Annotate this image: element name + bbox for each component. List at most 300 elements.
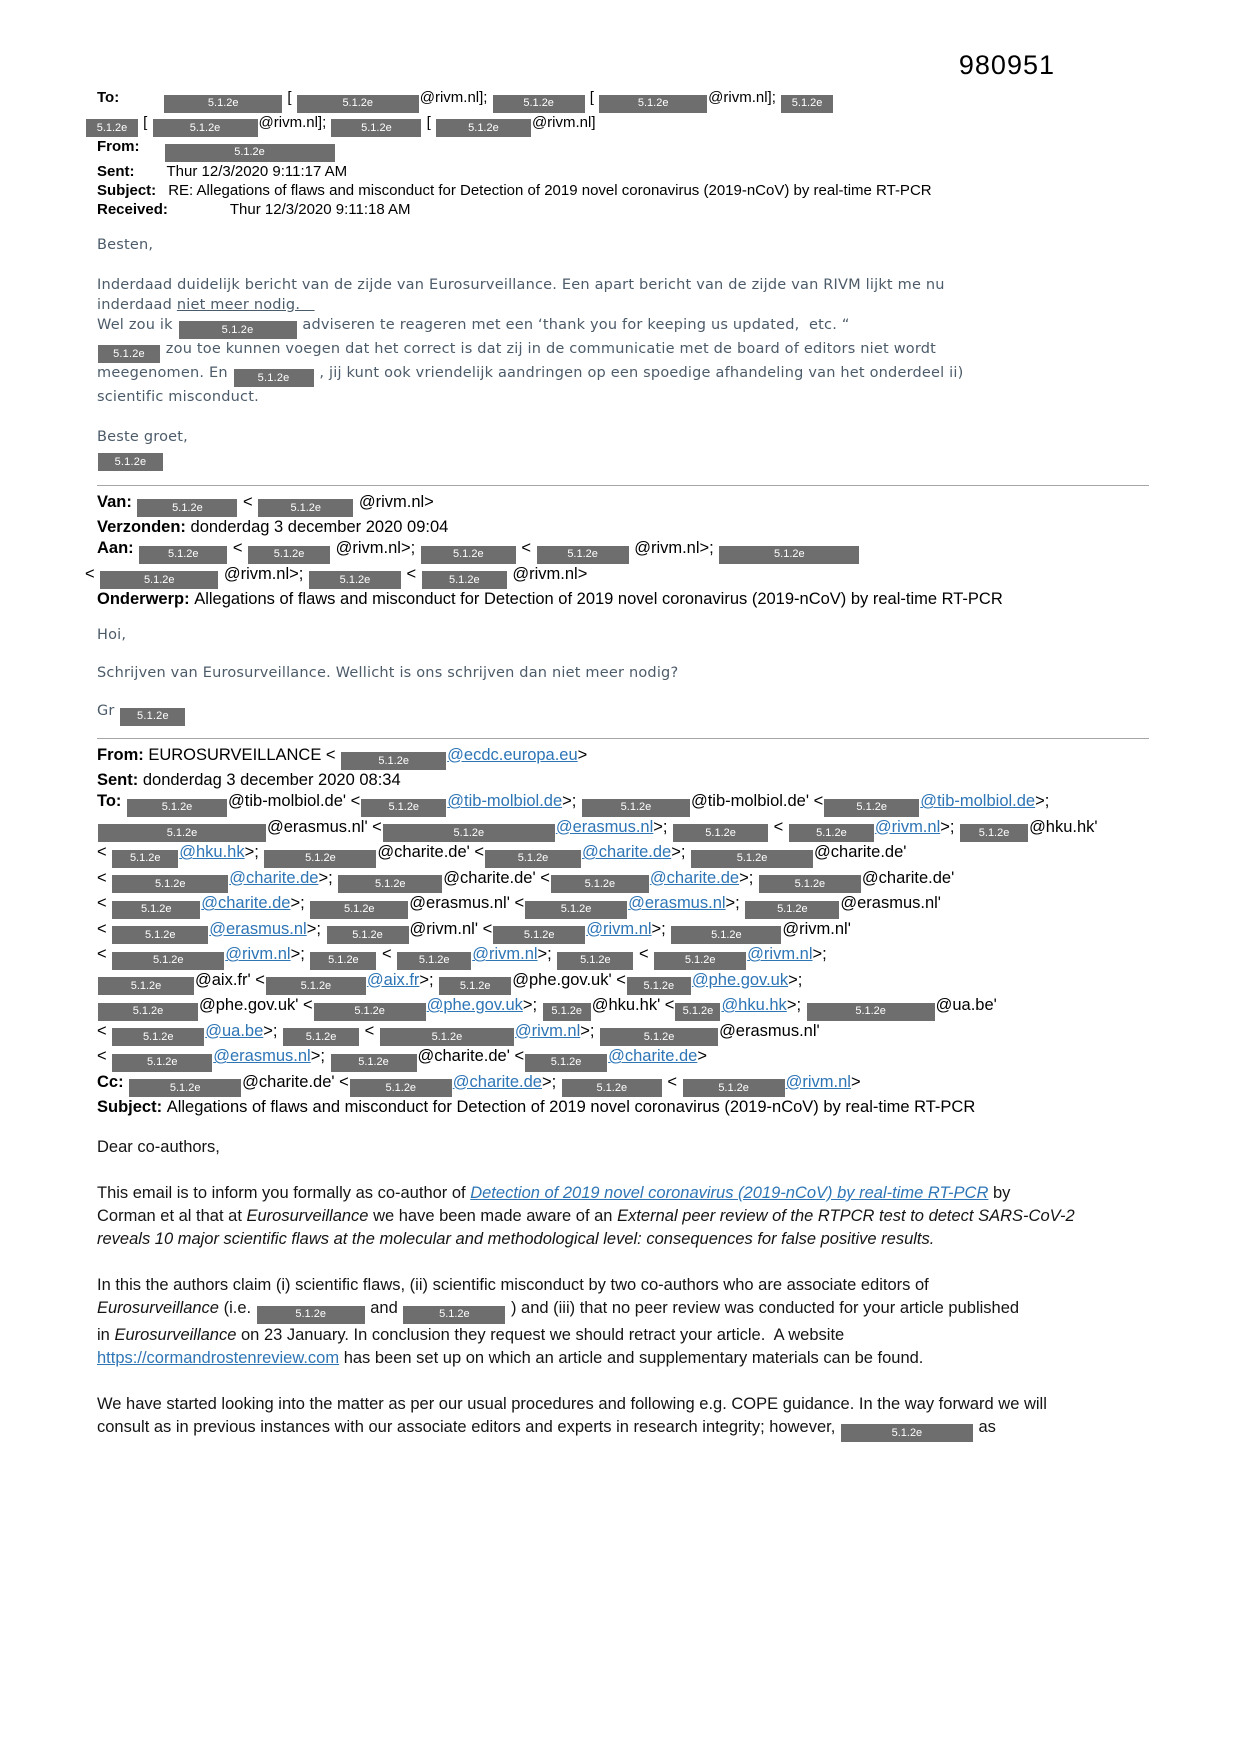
text-segment: >; [580,1021,600,1040]
text-segment: Schrijven van Eurosurveillance. Wellicht is ons schrijven dan niet meer nodig? [97,665,679,681]
email-link[interactable]: @phe.gov.uk [426,996,523,1014]
redaction-box: 5.1.2e [283,1028,359,1046]
text-segment: Subject: [97,1098,167,1116]
text-segment: >; [537,945,557,963]
text-line [97,387,1149,407]
redaction-box: 5.1.2e [112,952,224,970]
text-segment: adviseren te reageren met een ‘thank you for keeping us updated, etc. “ [297,316,850,333]
redaction-box: 5.1.2e [112,926,208,944]
redaction-box: 5.1.2e [562,1079,662,1097]
text-segment: @charite.de' [861,868,955,887]
redaction-box: 5.1.2e [112,1028,204,1046]
text-line [97,1072,1149,1098]
redaction-box: 5.1.2e [361,799,446,817]
text-segment: Inderdaad duidelijk bericht van de zijde van Eurosurveillance. Een apart bericht van de zijde van RIVM lijkt me nu [97,276,945,293]
text-line [97,1324,1149,1347]
text-line [97,200,1149,219]
redaction-box: 5.1.2e [439,977,511,995]
text-segment: < [97,1021,112,1040]
email-link[interactable]: @rivm.nl [747,945,813,963]
text-line [97,791,1149,817]
email2-body [97,626,1149,726]
text-segment: @phe.gov.uk' < [199,996,313,1014]
text-segment: Corman et al that at [97,1207,247,1225]
text-segment: by [988,1184,1011,1202]
article-link[interactable]: Detection of 2019 novel coronavirus (2019-nCoV) by real-time RT-PCR [470,1184,989,1202]
email-link[interactable]: https://cormandrostenreview.com [97,1348,340,1367]
text-segment: Besten, [97,236,154,253]
text-segment: < [97,868,112,887]
text-segment: @rivm.nl>; [219,564,308,583]
redaction-box: 5.1.2e [383,824,555,842]
text-segment: Thur 12/3/2020 9:11:18 AM [229,200,411,218]
text-line [97,339,1149,363]
text-segment: >; [290,894,310,912]
email2-header [85,492,1149,611]
text-segment: @rivm.nl>; [331,539,420,557]
text-line [97,137,1149,162]
redaction-box: 5.1.2e [338,875,442,893]
text-segment: >; [940,817,960,836]
text-segment: < [238,492,258,511]
redaction-box: 5.1.2e [841,1424,973,1442]
text-segment: From: [97,745,149,764]
email-link[interactable]: @aix.fr [366,970,420,989]
text-line [85,564,1149,590]
redaction-box: 5.1.2e [127,799,227,817]
redaction-box: 5.1.2e [422,571,507,589]
text-segment: on 23 January. In conclusion they request we should retract your article. A website [236,1325,845,1344]
text-line [97,255,1149,275]
redaction-box: 5.1.2e [525,1054,607,1072]
email-link[interactable]: @hku.hk [721,996,787,1014]
doc-number: 980951 [958,50,1055,80]
text-segment: < [97,945,112,963]
email-link[interactable]: @rivm.nl [874,817,941,836]
text-segment: From: [97,138,140,155]
text-segment: >; [651,919,671,938]
text-segment: < [662,1072,682,1091]
text-line [97,88,1149,113]
redaction-box: 5.1.2e [350,1079,452,1097]
text-segment: >; [653,817,673,836]
redaction-box: 5.1.2e [673,824,768,842]
redaction-box: 5.1.2e [98,977,194,995]
text-segment: in [97,1325,115,1344]
redaction-box: 5.1.2e [436,119,531,137]
redaction-box: 5.1.2e [397,952,471,970]
text-segment: < [401,564,421,583]
text-line [97,315,1149,339]
text-segment: Dear co-authors, [97,1138,220,1156]
text-segment: EUROSURVEILLANCE < [148,745,341,764]
email-link[interactable]: @tib-molbiol.de [447,792,563,810]
email-link[interactable]: @tib-molbiol.de [920,792,1036,810]
redaction-box: 5.1.2e [671,926,781,944]
redaction-box: 5.1.2e [745,901,839,919]
email1-body [97,235,1149,471]
text-segment: @rivm.nl]; [708,89,781,106]
redaction-box: 5.1.2e [257,1306,365,1324]
text-line [97,745,1149,771]
text-line [97,275,1149,295]
redaction-box: 5.1.2e [627,977,691,995]
text-segment: < [97,894,112,912]
text-segment: >; [522,996,542,1014]
text-segment: < [360,1021,379,1040]
email1-header [97,88,1149,219]
email-link[interactable]: @ua.be [205,1021,264,1040]
text-segment: reveals 10 major scientific flaws at the molecular and methodological level: consequences for false positive results. [97,1230,935,1248]
text-line [97,770,1149,791]
redaction-box: 5.1.2e [98,345,160,363]
text-segment: @charite.de' < [417,1047,525,1065]
text-line [97,645,1149,664]
text-segment: @hku.hk' < [591,996,675,1014]
text-segment: has been set up on which an article and supplementary materials can be found. [339,1348,924,1367]
redaction-box: 5.1.2e [582,799,690,817]
divider [97,485,1149,486]
text-segment: >; [263,1021,283,1040]
text-segment: @rivm.nl]; [419,89,492,106]
email-link[interactable]: @rivm.nl [225,945,291,963]
text-segment: @rivm.nl> [354,492,434,511]
text-segment: @rivm.nl' [782,919,851,938]
email-link[interactable]: @phe.gov.uk [691,970,789,989]
redaction-box: 5.1.2e [719,546,859,564]
email-link[interactable]: @hku.hk [179,843,245,861]
redaction-box: 5.1.2e [112,901,200,919]
text-line [97,1182,1149,1205]
text-line [97,295,1149,315]
text-line [97,842,1149,868]
text-line [97,1228,1149,1251]
redaction-box: 5.1.2e [600,1028,718,1046]
text-segment: @rivm.nl] [531,113,596,131]
text-segment: [ [283,89,296,106]
text-segment: (i.e. [218,1299,256,1317]
text-segment: @rivm.nl>; [629,539,719,557]
text-segment: < [634,945,654,963]
text-segment: >; [419,970,439,989]
text-line [97,538,1149,564]
text-segment: @erasmus.nl' [840,894,941,912]
text-segment: , jij kunt ook vriendelijk aandringen op een spoedige afhandeling van het onderdeel ii) [314,364,964,381]
text-line [97,626,1149,645]
text-segment: > [577,745,588,764]
text-segment: Allegations of flaws and misconduct for Detection of 2019 novel coronavirus (2019-nCoV) by real-time RT-PCR [166,1098,976,1116]
redaction-box: 5.1.2e [310,952,376,970]
text-segment: inderdaad [97,296,177,313]
email-link[interactable]: @charite.de [649,868,740,887]
redaction-box: 5.1.2e [525,901,627,919]
redaction-box: 5.1.2e [179,321,297,339]
text-segment: we have been made aware of an [368,1207,618,1225]
redaction-box: 5.1.2e [100,571,218,589]
redaction-box: 5.1.2e [258,499,353,517]
text-segment: In this the authors claim (i) scientific flaws, (ii) scientific misconduct by two co-authors who are associate editors of [97,1276,929,1294]
text-line [97,893,1149,919]
text-segment: < [769,817,788,836]
text-line [97,181,1149,200]
text-segment: > [850,1072,861,1091]
text-segment: >; [725,894,745,912]
text-segment: [ [422,113,435,131]
text-line [97,1021,1149,1047]
text-line [97,1251,1149,1274]
email-link[interactable]: @rivm.nl [785,1072,851,1091]
text-segment: @charite.de' < [443,868,550,887]
redaction-box: 5.1.2e [153,119,258,137]
text-segment: Van: [97,492,137,511]
text-segment: Aan: [97,539,139,557]
text-segment: Wel zou ik [97,316,178,333]
text-segment: Eurosurveillance [114,1325,237,1344]
text-segment: This email is to inform you formally as co-author of [97,1184,471,1202]
text-segment: @erasmus.nl' < [267,817,382,836]
redaction-box: 5.1.2e [248,546,330,564]
email-link[interactable]: @charite.de [229,868,319,887]
text-line [97,664,1149,683]
redaction-box: 5.1.2e [551,875,649,893]
redaction-box: 5.1.2e [380,1028,514,1046]
text-line [97,363,1149,387]
text-line [97,944,1149,970]
text-segment: To: [97,89,120,106]
text-segment: @charite.de' < [377,843,485,861]
redaction-box: 5.1.2e [98,1003,198,1021]
text-segment: >; [318,868,338,887]
text-line [97,1347,1149,1370]
text-line [97,1393,1149,1416]
text-segment: Hoi, [97,627,127,643]
text-segment: @charite.de' < [242,1072,349,1091]
text-line [97,162,1149,181]
text-segment: < [97,919,112,938]
text-line [97,1416,1149,1443]
text-line [97,868,1149,894]
email-link[interactable]: @erasmus.nl [209,919,307,938]
email-thread [85,88,1149,1442]
text-segment: Cc: [97,1072,129,1091]
redaction-box: 5.1.2e [759,875,861,893]
text-segment: >; [306,919,326,938]
redaction-box: 5.1.2e [86,119,138,137]
redaction-box: 5.1.2e [960,824,1028,842]
text-segment: Onderwerp: [97,590,195,608]
text-segment: zou toe kunnen voegen dat het correct is dat zij in de communicatie met de board of editors niet wordt [161,340,937,357]
text-segment: Eurosurveillance [246,1207,369,1225]
text-segment: External peer review of the RTPCR test to detect SARS-CoV-2 [617,1207,1075,1225]
text-segment: @erasmus.nl' [719,1021,820,1040]
redaction-box: 5.1.2e [264,850,376,868]
redaction-box: 5.1.2e [654,952,746,970]
text-segment: < [516,539,536,557]
text-segment: Received: [97,200,168,218]
email-link[interactable]: @charite.de [452,1072,542,1091]
text-segment: < [228,539,248,557]
text-line [97,1297,1149,1324]
text-segment: @rivm.nl> [507,564,588,583]
text-segment: Sent: [97,771,143,789]
text-segment: [ [139,113,152,131]
text-segment: as [973,1417,996,1436]
text-segment: Beste groet, [97,428,188,445]
text-segment: Eurosurveillance [97,1299,219,1317]
text-line [97,447,1149,471]
text-segment: consult as in previous instances with our associate editors and experts in research integrity; however, [97,1417,840,1436]
text-segment: Subject: [97,181,157,199]
text-segment: > [697,1047,707,1065]
text-segment: and [365,1299,403,1317]
redaction-box: 5.1.2e [297,95,419,113]
email-link[interactable]: @erasmus.nl [213,1047,311,1065]
email3-header [97,745,1149,1119]
text-segment: >; [310,1047,330,1065]
redaction-box: 5.1.2e [331,1054,417,1072]
text-line [97,1159,1149,1182]
text-segment: >; [671,843,691,861]
redaction-box: 5.1.2e [557,952,633,970]
redaction-box: 5.1.2e [781,95,833,113]
text-segment: @aix.fr' < [195,970,265,989]
text-segment: @rivm.nl]; [258,113,331,131]
text-segment: Verzonden: [97,518,191,536]
redaction-box: 5.1.2e [98,453,163,471]
text-line [97,995,1149,1021]
email-link[interactable]: @rivm.nl [586,919,652,938]
text-line [97,970,1149,996]
text-line [97,702,1149,726]
text-line [97,1136,1149,1159]
redaction-box: 5.1.2e [120,708,185,726]
text-segment: >; [244,843,264,861]
text-segment: ) and (iii) that no peer review was conducted for your article published [506,1299,1020,1317]
text-segment: Sent: [97,162,135,180]
text-line [97,407,1149,427]
redaction-box: 5.1.2e [310,901,408,919]
redaction-box: 5.1.2e [309,571,401,589]
text-line [97,427,1149,447]
redaction-box: 5.1.2e [675,1003,720,1021]
redaction-box: 5.1.2e [537,546,629,564]
redaction-box: 5.1.2e [112,1054,212,1072]
text-segment: >; [788,970,803,989]
redaction-box: 5.1.2e [543,1003,591,1021]
email-link[interactable]: @erasmus.nl [628,894,726,912]
email3-body [97,1136,1149,1442]
email-link[interactable]: @ecdc.europa.eu [447,745,578,764]
text-segment: niet meer nodig. [176,296,315,313]
redaction-box: 5.1.2e [98,824,266,842]
redaction-box: 5.1.2e [824,799,919,817]
text-line [97,683,1149,702]
text-segment: @charite.de' [814,843,907,861]
redaction-box: 5.1.2e [314,1003,426,1021]
text-segment: @hku.hk' [1029,817,1098,836]
text-segment: < [97,843,112,861]
text-line [97,235,1149,255]
redaction-box: 5.1.2e [266,977,366,995]
redaction-box: 5.1.2e [165,144,335,162]
text-segment: Allegations of flaws and misconduct for Detection of 2019 novel coronavirus (2019-nCoV) by real-time RT-PCR [194,590,1003,608]
email-link[interactable]: @rivm.nl [472,945,538,963]
text-line [97,817,1149,843]
text-segment: meegenomen. En [97,364,233,381]
redaction-box: 5.1.2e [327,926,409,944]
text-line [97,919,1149,945]
redaction-box: 5.1.2e [331,119,421,137]
text-segment: Gr [97,703,120,719]
text-line [97,492,1149,518]
text-segment: >; [786,996,806,1014]
redaction-box: 5.1.2e [112,850,178,868]
text-segment: donderdag 3 december 2020 08:34 [142,771,401,789]
text-segment: < [97,1047,112,1065]
redaction-box: 5.1.2e [789,824,874,842]
redaction-box: 5.1.2e [341,752,446,770]
redaction-box: 5.1.2e [807,1003,935,1021]
redaction-box: 5.1.2e [403,1306,505,1324]
text-line [97,1046,1149,1072]
text-segment: We have started looking into the matter as per our usual procedures and following e.g. COPE guidance. In the way forward we will [97,1394,1047,1413]
divider [97,738,1149,739]
email-link[interactable]: @charite.de [608,1047,698,1065]
redaction-box: 5.1.2e [421,546,516,564]
email-link[interactable]: @charite.de [582,843,672,861]
text-line [85,113,1149,138]
text-line [97,1274,1149,1297]
text-line [97,517,1149,538]
text-segment: >; [290,945,310,963]
text-segment: Thur 12/3/2020 9:11:17 AM [166,162,348,180]
text-line [97,1370,1149,1393]
text-segment: @rivm.nl' < [409,919,493,938]
email-link[interactable]: @charite.de [201,894,291,912]
redaction-box: 5.1.2e [234,369,314,387]
redaction-box: 5.1.2e [139,546,227,564]
text-segment: >; [541,1072,561,1091]
text-segment: donderdag 3 december 2020 09:04 [190,518,449,536]
redaction-box: 5.1.2e [599,95,707,113]
text-line [97,1097,1149,1118]
text-segment: @erasmus.nl' < [409,894,525,912]
redaction-box: 5.1.2e [485,850,581,868]
redaction-box: 5.1.2e [112,875,228,893]
email-link[interactable]: @rivm.nl [514,1021,581,1040]
text-segment: scientific misconduct. [97,388,259,405]
text-segment: >; [812,945,827,963]
redaction-box: 5.1.2e [129,1079,241,1097]
text-segment: @tib-molbiol.de' < [690,792,824,810]
redaction-box: 5.1.2e [683,1079,785,1097]
text-line [97,1205,1149,1228]
text-segment: @tib-molbiol.de' < [228,792,361,810]
text-line [97,589,1149,610]
text-segment: RE: Allegations of flaws and misconduct for Detection of 2019 novel coronavirus (2019-nCoV) by real-time RT-PCR [168,181,932,199]
text-segment: To: [97,792,127,810]
text-segment: @phe.gov.uk' < [512,970,626,989]
text-segment: < [377,945,397,963]
email-link[interactable]: @erasmus.nl [555,817,654,836]
redaction-box: 5.1.2e [137,499,237,517]
redaction-box: 5.1.2e [493,926,585,944]
text-segment: >; [562,792,581,810]
text-segment: @ua.be' [935,996,997,1014]
text-segment: >; [1035,792,1050,810]
redaction-box: 5.1.2e [164,95,282,113]
text-segment: [ [585,89,599,106]
